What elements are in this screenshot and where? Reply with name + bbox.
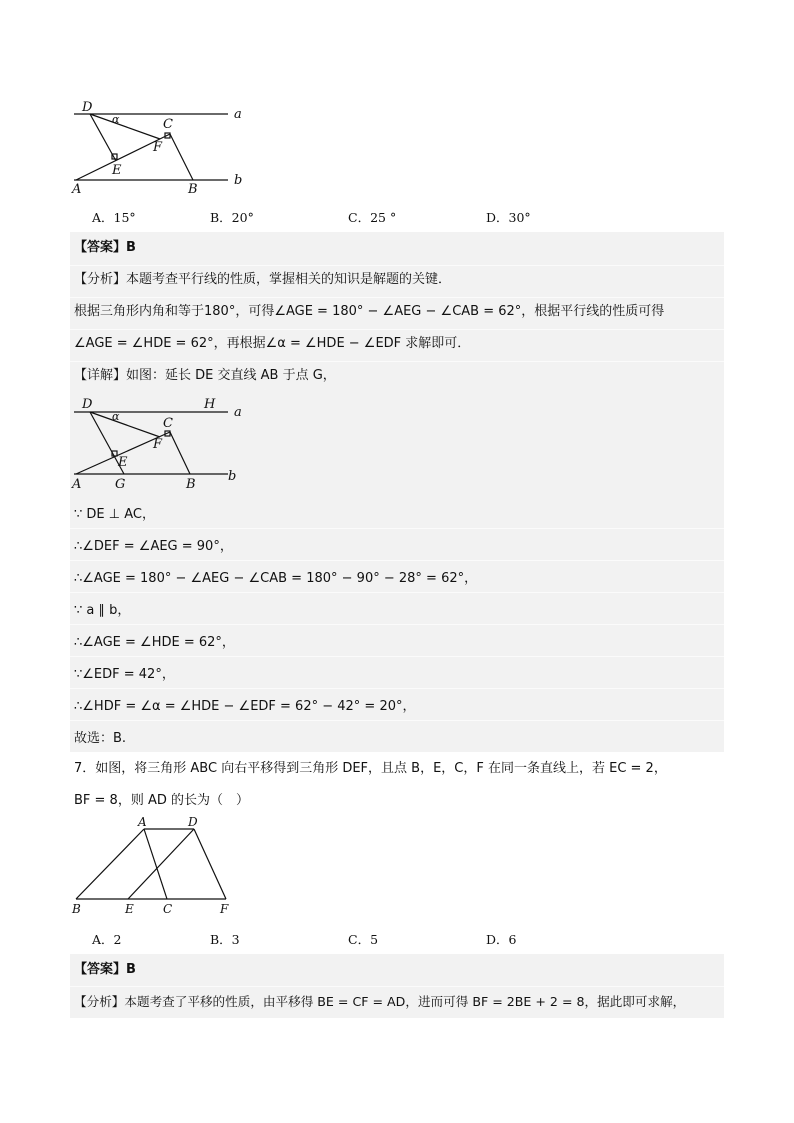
q6-step-4: ∵ a ∥ b， <box>74 603 131 618</box>
label-F: F <box>153 437 163 452</box>
label-A: A <box>72 182 82 196</box>
q7-question-line-2: BF = 8，则 AD 的长为（ ） <box>74 793 249 808</box>
segment-AB <box>76 829 144 899</box>
q6-analysis-line-3: ∠AGE = ∠HDE = 62°，再根据∠α = ∠HDE − ∠EDF 求解即可． <box>74 336 471 351</box>
label-B: B <box>188 182 198 196</box>
q6-step-8: 故选：B. <box>74 731 127 746</box>
q6-option-c[interactable]: C．25 ° <box>348 210 397 225</box>
q6-analysis-line-1: 【分析】本题考查平行线的性质，掌握相关的知识是解题的关键． <box>74 272 452 287</box>
label-D: D <box>82 100 93 115</box>
segment-DF <box>90 114 160 139</box>
q6-option-a[interactable]: A．15° <box>92 210 136 225</box>
label-alpha: α <box>112 113 120 126</box>
label-E: E <box>125 902 134 916</box>
label-G: G <box>115 477 126 492</box>
q6-analysis-line-2: 根据三角形内角和等于180°，可得∠AGE = 180° − ∠AEG − ∠CAB = 62°，根据平行线的性质可得 <box>74 304 665 319</box>
segment-DF <box>194 829 226 899</box>
q6-step-5: ∴∠AGE = ∠HDE = 62°， <box>74 635 235 650</box>
label-H: H <box>204 397 216 412</box>
q6-step-7: ∴∠HDF = ∠α = ∠HDE − ∠EDF = 62° − 42° = 20°， <box>74 699 416 714</box>
label-A: A <box>72 477 82 492</box>
segment-CB <box>170 432 190 474</box>
segment-DE <box>128 829 194 899</box>
label-line-b: b <box>234 173 243 188</box>
label-C: C <box>163 416 173 431</box>
q7-analysis: 【分析】本题考查了平移的性质，由平移得 BE = CF = AD，进而可得 BF = 2BE + 2 = 8，据此即可求解， <box>74 994 686 1009</box>
label-C: C <box>163 902 173 916</box>
q7-option-a[interactable]: A．2 <box>92 932 122 947</box>
label-E: E <box>118 455 128 470</box>
label-F: F <box>220 902 229 916</box>
q6-option-b[interactable]: B．20° <box>210 210 254 225</box>
label-line-a: a <box>234 405 242 420</box>
figure-q6-detail <box>68 392 258 497</box>
label-C: C <box>163 117 173 132</box>
q6-option-d[interactable]: D．30° <box>486 210 531 225</box>
label-F: F <box>153 140 163 155</box>
segment-AC <box>144 829 167 899</box>
label-line-b: b <box>228 469 237 484</box>
q7-option-d[interactable]: D．6 <box>486 932 517 947</box>
label-E: E <box>112 163 122 178</box>
label-line-a: a <box>234 107 242 122</box>
q6-detail: 【详解】如图：延长 DE 交直线 AB 于点 G， <box>74 368 336 383</box>
segment-CB <box>170 134 193 180</box>
figure-q7 <box>68 815 248 920</box>
label-D: D <box>188 815 198 829</box>
label-B: B <box>72 902 81 916</box>
label-A: A <box>138 815 147 829</box>
figure-q6 <box>68 96 258 196</box>
q7-option-b[interactable]: B．3 <box>210 932 240 947</box>
q6-step-1: ∵ DE ⊥ AC， <box>74 507 155 522</box>
q6-step-6: ∵∠EDF = 42°， <box>74 667 175 682</box>
q6-step-3: ∴∠AGE = 180° − ∠AEG − ∠CAB = 180° − 90° − 28° = 62°， <box>74 571 478 586</box>
q7-answer: 【答案】B <box>74 962 136 977</box>
segment-DF <box>90 412 160 437</box>
label-alpha: α <box>112 410 120 423</box>
q7-option-c[interactable]: C．5 <box>348 932 379 947</box>
q7-question-line-1: 7．如图，将三角形 ABC 向右平移得到三角形 DEF，且点 B，E，C，F 在同一条直线上，若 EC = 2， <box>74 761 667 776</box>
label-D: D <box>82 397 93 412</box>
label-B: B <box>186 477 196 492</box>
q6-answer: 【答案】B <box>74 240 136 255</box>
q6-step-2: ∴∠DEF = ∠AEG = 90°， <box>74 539 233 554</box>
